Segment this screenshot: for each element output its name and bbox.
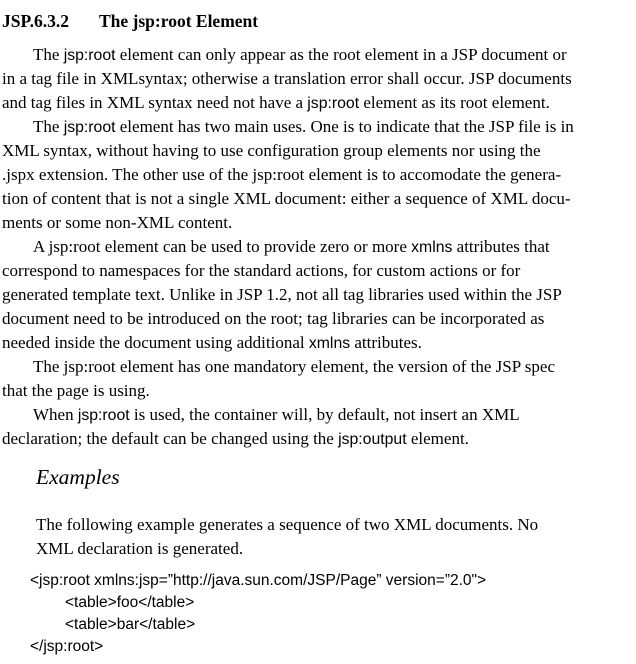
text-line	[2, 427, 632, 451]
text-line	[2, 67, 632, 91]
inline-code: jsp:output	[338, 431, 407, 448]
text-segment: element can only appear as the root element in a JSP document or	[115, 45, 567, 64]
code-block	[30, 570, 636, 658]
examples-heading: Examples	[36, 465, 120, 489]
text-line	[36, 513, 636, 537]
text-line	[2, 115, 632, 139]
text-segment: When	[33, 405, 78, 424]
inline-code: xmlns	[411, 239, 453, 256]
text-line	[2, 91, 632, 115]
text-line	[2, 163, 632, 187]
text-segment: declaration; the default can be changed using the	[2, 429, 339, 448]
text-line	[2, 139, 632, 163]
text-line	[2, 307, 632, 331]
text-segment: and tag files in XML syntax need not have a	[2, 93, 308, 112]
text-segment: The following example generates a sequence of two XML documents. No	[36, 515, 539, 534]
examples-intro	[36, 513, 636, 561]
inline-code: jsp:root	[77, 407, 130, 424]
text-segment: element as its root element.	[359, 93, 550, 112]
text-segment: attributes.	[350, 333, 422, 352]
text-line	[2, 379, 632, 403]
code-line: <table>bar</table>	[65, 616, 196, 633]
inline-code: jsp:root	[307, 95, 360, 112]
section-number: JSP.6.3.2	[2, 11, 69, 31]
text-segment: The	[33, 45, 64, 64]
body-text	[2, 43, 632, 451]
text-line	[2, 235, 632, 259]
text-line	[2, 403, 632, 427]
text-segment: correspond to namespaces for the standard actions, for custom actions or for	[2, 261, 521, 280]
text-line	[2, 259, 632, 283]
code-line: <table>foo</table>	[65, 594, 195, 611]
text-line	[36, 537, 636, 561]
text-segment: The jsp:root element has one mandatory element, the version of the JSP spec	[33, 357, 555, 376]
text-segment: tion of content that is not a single XML document: either a sequence of XML docu-	[2, 189, 571, 208]
code-line: </jsp:root>	[30, 638, 104, 655]
inline-code: jsp:root	[63, 119, 116, 136]
text-segment: XML syntax, without having to use configuration group elements nor using the	[2, 141, 541, 160]
text-segment: needed inside the document using additional	[2, 333, 309, 352]
code-line: <jsp:root xmlns:jsp=”http://java.sun.com/JSP/Page” version=”2.0">	[30, 572, 487, 589]
text-segment: The	[33, 117, 64, 136]
text-segment: .jspx extension. The other use of the jsp:root element is to accomodate the genera-	[2, 165, 562, 184]
text-segment: document need to be introduced on the root; tag libraries can be incorporated as	[2, 309, 545, 328]
text-line	[2, 187, 632, 211]
text-segment: that the page is using.	[2, 381, 150, 400]
text-segment: XML declaration is generated.	[36, 539, 244, 558]
text-line	[2, 283, 632, 307]
text-line	[2, 331, 632, 355]
text-segment: generated template text. Unlike in JSP 1.2, not all tag libraries used within the JSP	[2, 285, 562, 304]
section-title: The jsp:root Element	[99, 11, 259, 31]
text-segment: A jsp:root element can be used to provide zero or more	[33, 237, 412, 256]
text-line	[2, 355, 632, 379]
text-segment: is used, the container will, by default, not insert an XML	[129, 405, 520, 424]
text-segment: attributes that	[452, 237, 550, 256]
section-heading	[0, 0, 636, 31]
text-segment: in a tag file in XMLsyntax; otherwise a translation error shall occur. JSP documents	[2, 69, 572, 88]
inline-code: xmlns	[308, 335, 351, 352]
text-segment: element.	[406, 429, 469, 448]
text-line	[2, 211, 632, 235]
inline-code: jsp:root	[63, 47, 116, 64]
text-line	[2, 43, 632, 67]
text-segment: ments or some non-XML content.	[2, 213, 233, 232]
text-segment: element has two main uses. One is to indicate that the JSP file is in	[115, 117, 574, 136]
